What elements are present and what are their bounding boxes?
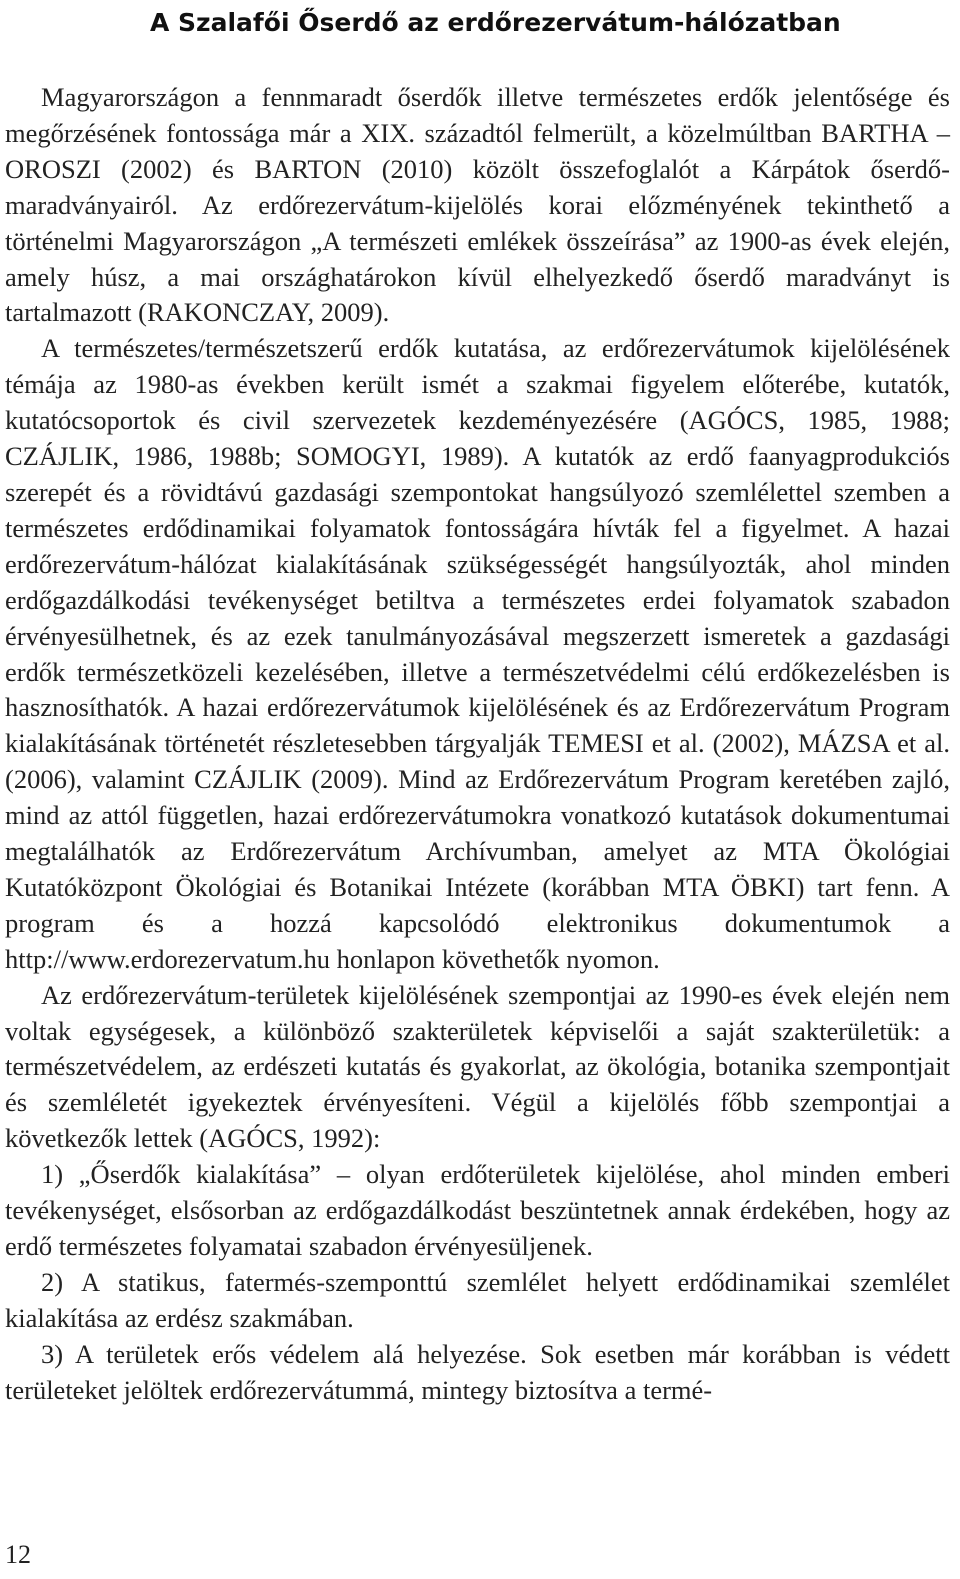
page-number: 12 xyxy=(5,1540,31,1569)
body-text xyxy=(5,80,950,1409)
page-title: A Szalafői Őserdő az erdőrezervátum-hálózatban xyxy=(150,8,841,37)
list-item-3: 3) A területek erős védelem alá helyezése. Sok esetben már korábban is védett területeket jelöltek erdőrezervátummá, mintegy biztosítva a termé- xyxy=(5,1338,950,1405)
paragraph-research-history: A természetes/természetszerű erdők kutatása, az erdőrezervátumok kijelölésének témája az 1980-as években került ismét a szakmai figyelem előterébe, kutatók, kutatócsoportok és civil szervezetek kezdeményezésére (AGÓCS, 1985, 1988; CZÁJLIK, 1986, 1988b; SOMOGYI, 1989). A kutatók az erdő faanyagprodukciós szerepét és a rövidtávú gazdasági szempontokat hangsúlyozó szemlélettel szemben a természetes erdődinamikai folyamatok fontosságára hívták fel a figyelmet. A hazai erdőrezervátum-hálózat kialakításának szükségességét hangsúlyozták, ahol minden erdőgazdálkodási tevékenységet betiltva a természetes erdei folyamatok szabadon érvényesülhetnek, és az ezek tanulmányozásával megszerzett ismeretek a gazdasági erdők természetközeli kezelésében, illetve a természetvédelmi célú erdőkezelésben is hasznosíthatók. A hazai erdőrezervátumok kijelölésének és az Erdőrezervátum Program kialakításának történetét részletesebben tárgyalják TEMESI et al. (2002), MÁZSA et al. (2006), valamint CZÁJLIK (2009). Mind az Erdőrezervátum Program keretében zajló, mind az attól független, hazai erdőrezervátumokra vonatkozó kutatások dokumentumai megtalálhatók az Erdőrezervátum Archívumban, amelyet az MTA Ökológiai Kutatóközpont Ökológiai és Botanikai Intézete (korábban MTA ÖBKI) tart fenn. A program és a hozzá kapcsolódó elektronikus dokumentumok a http://www.erdorezervatum.hu honlapon követhetők nyomon. xyxy=(5,333,950,974)
document-page xyxy=(5,0,950,1409)
list-item-2: 2) A statikus, fatermés-szemponttú szemlélet helyett erdődinamikai szemlélet kialakítása az erdész szakmában. xyxy=(5,1266,950,1333)
paragraph-designation-criteria: Az erdőrezervátum-területek kijelölésének szempontjai az 1990-es évek elején nem voltak egységesek, a különböző szakterületek képviselői a saját szakterületük: a természetvédelem, az erdészeti kutatás és gyakorlat, az ökológia, botanika szempontjait és szemléletét igyekeztek érvényesíteni. Végül a kijelölés főbb szempontjai a következők lettek (AGÓCS, 1992): xyxy=(5,979,950,1154)
paragraph-intro: Magyarországon a fennmaradt őserdők illetve természetes erdők jelentősége és megőrzésének fontossága már a XIX. századtól felmerült, a közelmúltban BARTHA – OROSZI (2002) és BARTON (2010) közölt összefoglalót a Kárpátok őserdő-maradványairól. Az erdőrezervátum-kijelölés korai előzményének tekinthető a történelmi Magyarországon „A természeti emlékek összeírása” az 1900-as évek elején, amely húsz, a mai országhatárokon kívül elhelyezkedő őserdő maradványt is tartalmazott (RAKONCZAY, 2009). xyxy=(5,82,950,328)
list-item-1: 1) „Őserdők kialakítása” – olyan erdőterületek kijelölése, ahol minden emberi tevékenységet, elsősorban az erdőgazdálkodást beszüntetnek annak érdekében, hogy az erdő természetes folyamatai szabadon érvényesüljenek. xyxy=(5,1159,950,1261)
